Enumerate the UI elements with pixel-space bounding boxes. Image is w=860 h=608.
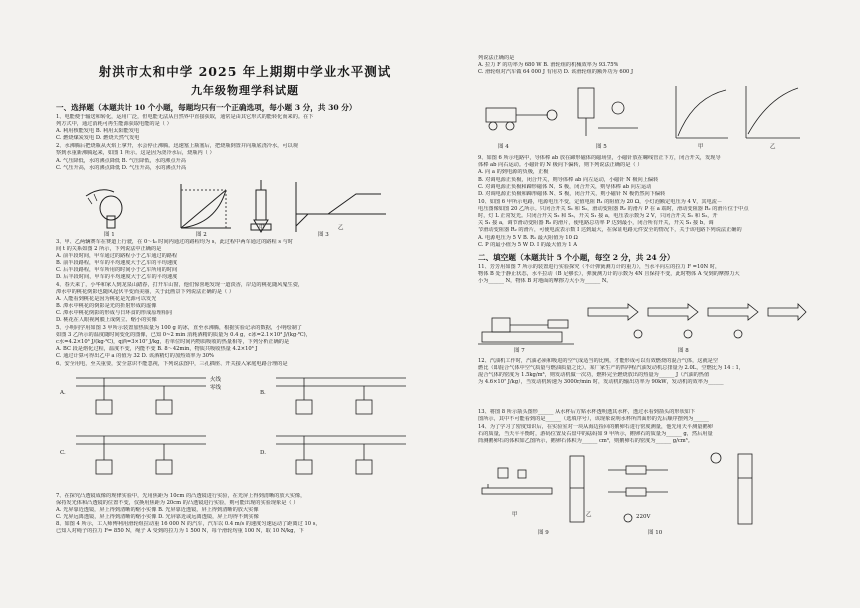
- question-line: 列方式中，通过消耗可再生能源获取电能的是（ ）: [56, 121, 172, 127]
- figure-6a-label: 甲: [698, 144, 704, 150]
- question-line: A. 电源电压为 5 V B. R₁ 最大阻值为 10 Ω: [478, 235, 578, 241]
- figures-1-3-drawing: [56, 176, 434, 238]
- question-line: C. 光屏远离透镜，屏上得到清晰的缩小实像 D. 光屏靠近或远离透镜，屏上均得不到实像: [56, 514, 259, 520]
- question-line: 关 S₁ 接 a，调节滑动变阻器 R₂ 的滑片，使电路总功率 P 达到最小，闭合所有开关，开关 S₁ 接 b，调: [478, 220, 714, 226]
- question-line: 时，灯 L 正常发光。只闭合开关 S₂ 和 S₃，开关 S₁ 接 a，电压表示数为 2 V，只闭合开关 S₁ 和 S₂，开: [478, 213, 718, 219]
- question-line: 电压图像如图 20 乙所示。只闭合开关 S₁ 和 S₂，滑动变阻器 R₂ 的滑片 P 在 a 端时，滑动变阻器 R₂ 的滑片位于中点: [478, 206, 749, 212]
- question-line: B. 前半段路程，甲车的平均速度大于乙车的平均速度: [56, 260, 178, 266]
- exam-title: 射洪市太和中学 2025 年上期期中学业水平测试: [98, 64, 392, 79]
- section-heading-fill: 二、填空题（本题共计 5 个小题，每空 2 分，共 24 分）: [478, 253, 675, 262]
- question-line: 如图 3 乙所示的温度随时间变化的图像，已知 0~2 min 消耗酒精的质量为 0.4 g，c冰=2.1×10³ J/(kg·℃)，: [56, 332, 311, 338]
- question-line: C. P 的最小值为 5 W D. I 的最大值为 1 A: [478, 242, 577, 248]
- option-a-label: A.: [60, 390, 66, 396]
- figure-row-1-3: [56, 176, 434, 238]
- question-line: 13、将图 8 所示箭头图形______ 从水杯后方贴水杯透明透其水杯，透过水看到箭头的形状如下: [478, 409, 696, 415]
- question-line: C. 燃烧煤炭发电 D. 燃烧天然气发电: [56, 135, 140, 141]
- figure-2-graph: [181, 184, 231, 228]
- figure-1-flask: [86, 190, 122, 228]
- question-line: c水=4.2×10³ J/(kg·℃)，q酒=3×10⁷ J/kg，若单位时间内物质吸收的热量相等，下列分析正确的是: [56, 339, 290, 345]
- option-c-label: C.: [60, 450, 66, 456]
- question-line: D. 对调电源正负极和蹄形磁体 N、S 极，闭合开关，则小磁针 N 极仍然向下偏转: [478, 191, 666, 197]
- question-line: 3、甲、乙两辆赛车在赛道上行驶，在 0～t₀ 时间内通过的路程均为 s，此过程中两车通过的路程 s 与时: [56, 239, 294, 245]
- figure-row-9-10: [478, 448, 808, 538]
- question-line: 燃比（即混合气体中空气质量与燃油质量之比）。某厂家生产的四冲程汽油发动机总排量为 2.0L，空燃比为 14 : 1，: [478, 365, 744, 371]
- question-line: A. 光屏靠近透镜，屏上得到清晰的缩小实像 B. 光屏靠近透镜，屏上得到清晰的放大实像: [56, 507, 259, 513]
- question-line: D. 后半段时间，甲车的平均速度大于乙车的平均速度: [56, 274, 178, 280]
- question-line: 间 t 的关系如图 2 所示，下列说法中正确的是: [56, 246, 162, 252]
- question-line: 图所示，其中不可能看到的是______（选填序号），该现象说明水杯所凹面形的先后顺序摆列为______: [478, 416, 709, 422]
- question-line: 节滑动变阻器 R₂ 的滑片，可使电流表示数 I 达到最大，在保证电路元件安全的情况下，关于该电路下列说法正确的: [478, 227, 742, 233]
- circuit-options-drawing: [56, 370, 434, 488]
- question-line: 4、春天来了，小华和家人到龙泉山踏春，打开车山窗，他们惊喜地发现一道淡香，岸边的桃花随风鬼生姿，: [56, 282, 304, 288]
- question-line: 体棒 ab 向右运动。小磁针的 N 极向下偏转，则下列说法正确的是（ ）: [478, 162, 643, 168]
- question-line: A. BC 段是熔化过程，温度不变，内能不变 B. 8～42min，物质共吸收热量 4.2×10³ J: [56, 346, 258, 352]
- figure-5-caption: 图 5: [596, 144, 607, 150]
- section-heading-choice: 一、选择题（本题共计 10 个小题，每题均只有一个正确选项，每小题 3 分，共 30 分）: [56, 103, 357, 112]
- figure-7-caption: 图 7: [514, 348, 525, 354]
- question-line: 7、在探究凸透镜成像的规律实验中，先用焦距为 10cm 的凸透镜进行实验，在光屏上得到清晰的放大实像，: [56, 493, 306, 499]
- question-line: A. 拉力 F 的功率为 680 W B. 滑轮组的机械效率为 93.75%: [478, 62, 619, 68]
- question-line: 已知人对绳子的拉力 F= 850 N，绳子 A 受到的拉力为 1 500 N，每个滑轮均重 100 N，取 10 N/kg，下: [56, 528, 304, 534]
- question-line: 列说法正确的是: [478, 55, 515, 61]
- question-line: 潭水中的桃花倒影也随风起伏半变而美丽，关于此画景下列说法正确的是（ ）: [56, 289, 235, 295]
- question-line: C. 后半段路程，甲车所用的时间小于乙车所用的时间: [56, 267, 178, 273]
- question-line: 保持发光体和凸透镜的位置不变，仅换用焦距为 20cm 的凸透镜进行实验，则可能出现的实验现象是（ ）: [56, 500, 299, 506]
- question-line: 混合气体的密度为 1.5kg/m³，则发动机做一次功，燃料完全燃烧放出的热量为______ J（汽油的热值: [478, 372, 710, 378]
- question-line: 9、如图 6 所示电路中，导体棒 ab 放在蹄形磁体的磁场里，小磁针放在螺线管正下方，闭合开关，发现导: [478, 155, 721, 161]
- left-column: [56, 0, 434, 608]
- question-line: 察到水重新沸腾起来，如图 1 所示。这是因为浇冷水后，烧瓶内（ ）: [56, 150, 215, 156]
- supply-voltage-label: 220V: [636, 514, 651, 520]
- right-column: [478, 0, 808, 608]
- question-line: C. 滑轮组对汽车做 64 000 J 有用功 D. 该滑轮组的额外功为 600 J: [478, 69, 634, 75]
- question-line: B. 潭水中桃花的倒影是光的折射形成的虚像: [56, 303, 157, 309]
- option-d-label: D.: [260, 450, 266, 456]
- figure-row-7-8: [478, 288, 808, 356]
- figure-9b-label: 乙: [586, 512, 592, 518]
- question-line: A. 利用核能发电 B. 利用太阳能发电: [56, 128, 140, 134]
- question-line: C. 潭水中桃花倒影的形成与日环食的形成原理相同: [56, 310, 173, 316]
- question-line: A. 向 a 的到电源的负极，正极: [478, 169, 549, 175]
- question-line: 小为______ N，物体 B 对地面的摩擦力大小为______ N。: [478, 278, 612, 284]
- figure-10-caption: 图 10: [648, 530, 663, 536]
- figure-3-caption: 图 3: [318, 232, 329, 238]
- figures-4-5-drawing: [478, 78, 808, 152]
- exam-subtitle: 九年级物理学科试题: [191, 84, 299, 97]
- figure-6b-label: 乙: [770, 144, 776, 150]
- question-line: C. 对调电源正负极和蹄形磁体 N、S 极，闭合开关，则导体棒 ab 向左运动: [478, 184, 652, 190]
- figure-3a-label: 甲: [259, 225, 265, 231]
- live-wire-label: 火线: [210, 377, 222, 383]
- figure-1-caption: 图 1: [104, 232, 115, 238]
- figure-2-caption: 图 2: [196, 232, 207, 238]
- figures-9-10-drawing: [478, 448, 808, 538]
- question-line: B. 对调电源正负极，闭合开关，则导体棒 ab 向左运动，小磁针 N 极向上偏转: [478, 177, 659, 183]
- question-line: A. 气压降低，水的沸点降低 B. 气压降低，水的沸点升高: [56, 158, 186, 164]
- question-line: 石的质量，当天平平衡时，游码位置及右盘中的砝码如 9 甲所示，鹅卵石的质量为______ g，然后用量: [478, 431, 713, 437]
- question-line: A. 前半段时间，甲车通过的路程小于乙车通过的路程: [56, 253, 178, 259]
- question-line: A. 人能看到桃花是因为桃花是光源可以发光: [56, 296, 157, 302]
- question-line: 物体 B 处于静止状态，水平拉动（B 足够长），弹簧测力计的示数为 4N 且保持不变，此时物体 A 受到的摩擦力大: [478, 271, 740, 277]
- question-line: 筒测鹅卵石的体积如乙图所示，鹅卵石体积为______ cm³，则鹅卵石的密度为______ g/cm³。: [478, 438, 693, 444]
- question-line: 2、水沸腾后把烧瓶从火焰上拿开，水会停止沸腾。迅速塞上瓶塞后，把烧瓶倒置并向瓶底浇冷水，可以观: [56, 143, 298, 149]
- question-line: 6、安全用电，至关重要，安全意识不能忽视，下列说法图中，三孔插座、开关接入家庭电路合理的是: [56, 361, 288, 367]
- figure-9-caption: 图 9: [538, 530, 549, 536]
- neutral-wire-label: 零线: [210, 385, 222, 391]
- figure-8-caption: 图 8: [678, 348, 689, 354]
- question-line: 12、汽油机工作时，汽油必须和吸进的空气成适当的比例，才能形成可以有效燃烧的混合气体，这就是空: [478, 358, 719, 364]
- figure-3b-label: 乙: [338, 225, 344, 231]
- figures-7-8-drawing: [478, 288, 808, 356]
- question-line: C. 气压升高，水的沸点降低 D. 气压升高，水的沸点升高: [56, 165, 187, 171]
- question-line: C. 通过计算可得出乙中 a 的值为 32 D. 该酒精灯的加热效率为 30%: [56, 353, 214, 359]
- option-b-label: B.: [260, 390, 266, 396]
- question-6-options: [56, 370, 434, 488]
- question-line: 10、如图 6 甲所示电路，电源电压不变，定值电阻 R₁ 的阻值为 20 Ω，小灯泡额定电压为 4 V，其电流－: [478, 199, 723, 205]
- question-line: 11、芳芳用如图 7 所示的装置进行实验探究（不计弹簧测力计的重力），当水平向左的拉力 F =10N 时，: [478, 264, 721, 270]
- question-line: 14、为了学习了密度知识后，在实验室对一块从海边捡回的鹅卵石进行密度测量，他先用天平测量鹅卵: [478, 424, 713, 430]
- question-line: 1、电能便于输送和转化，运用广泛，但电能无法从自然界中直接获取，通常是由其它形式的能转化而来的。在下: [56, 114, 314, 120]
- question-line: 8、如图 4 所示，工人师傅利用滑轮组拉动重 16 000 N 的汽车，汽车以 0.4 m/s 的速度匀速运动了距离过 10 s，: [56, 521, 321, 527]
- question-line: 5、小明同学用如图 3 甲所示装置加热质量为 100 g 的冰，直至水沸腾，根据实验记录的数据，小明绘制了: [56, 325, 302, 331]
- figure-9a-label: 甲: [512, 512, 518, 518]
- figure-4-caption: 图 4: [498, 144, 509, 150]
- question-line: D. 桃花在人眼视网膜上成倒立、缩小的实像: [56, 317, 157, 323]
- question-line: 为 4.6×10⁷ J/kg），当发动机转速为 3000r/min 时，发动机的输出功率为 90kW，发动机的效率为______: [478, 379, 724, 385]
- figure-row-4-5: [478, 78, 808, 152]
